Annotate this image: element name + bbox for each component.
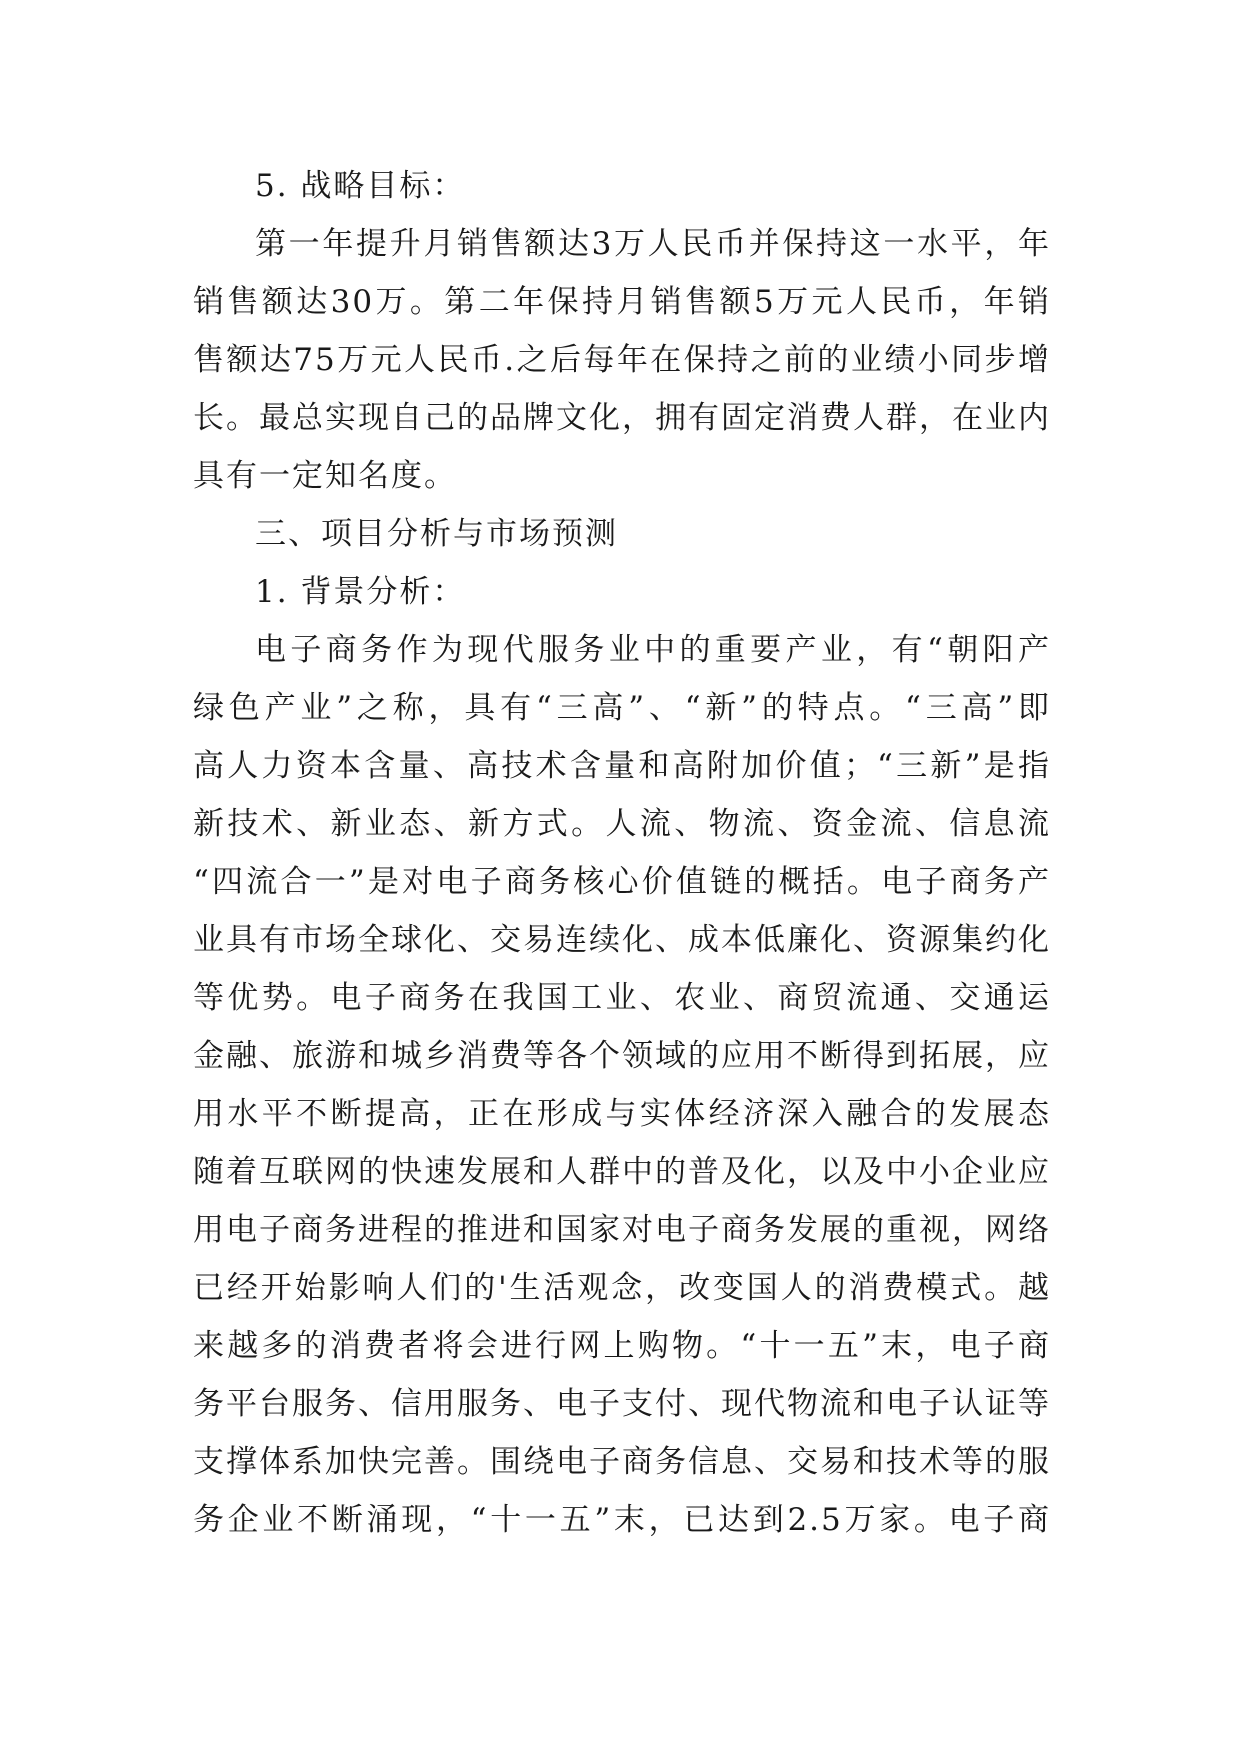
paragraph-line: 高人力资本含量、高技术含量和高附加价值；“三新”是指 [193,748,1051,784]
paragraph-line: 第一年提升月销售额达3万人民币并保持这一水平，年 [255,226,1051,262]
paragraph-line: 长。最总实现自己的品牌文化，拥有固定消费人群，在业内 [193,400,1051,436]
paragraph-line: 销售额达30万。第二年保持月销售额5万元人民币，年销 [193,284,1051,320]
paragraph-line: 务企业不断涌现，“十一五”末，已达到2.5万家。电子商 [193,1502,1051,1538]
paragraph-line: 金融、旅游和城乡消费等各个领域的应用不断得到拓展，应 [193,1038,1051,1074]
paragraph-line: 随着互联网的快速发展和人群中的普及化，以及中小企业应 [193,1154,1051,1190]
paragraph-line: “四流合一”是对电子商务核心价值链的概括。电子商务产 [193,864,1051,900]
paragraph-line: 来越多的消费者将会进行网上购物。“十一五”末，电子商 [193,1328,1051,1364]
paragraph-line: 务平台服务、信用服务、电子支付、现代物流和电子认证等 [193,1386,1051,1422]
paragraph-line: 电子商务作为现代服务业中的重要产业，有“朝阳产 [255,632,1051,668]
paragraph-line: 等优势。电子商务在我国工业、农业、商贸流通、交通运 [193,980,1051,1016]
paragraph-line: 绿色产业”之称，具有“三高”、“新”的特点。“三高”即 [193,690,1051,726]
paragraph-line: 用水平不断提高，正在形成与实体经济深入融合的发展态 [193,1096,1051,1132]
subsection-heading-background: 1. 背景分析： [255,574,466,610]
paragraph-line: 具有一定知名度。 [193,458,457,494]
paragraph-line: 售额达75万元人民币.之后每年在保持之前的业绩小同步增 [193,342,1051,378]
section-heading-strategic-goals: 5. 战略目标： [255,168,466,204]
paragraph-line: 用电子商务进程的推进和国家对电子商务发展的重视，网络 [193,1212,1051,1248]
document-body [193,160,1051,1552]
paragraph-line: 新技术、新业态、新方式。人流、物流、资金流、信息流 [193,806,1051,842]
paragraph-line: 已经开始影响人们的'生活观念，改变国人的消费模式。越 [193,1270,1051,1306]
paragraph-line: 业具有市场全球化、交易连续化、成本低廉化、资源集约化 [193,922,1051,958]
paragraph-line: 支撑体系加快完善。围绕电子商务信息、交易和技术等的服 [193,1444,1051,1480]
section-heading-project-analysis: 三、项目分析与市场预测 [255,516,618,552]
